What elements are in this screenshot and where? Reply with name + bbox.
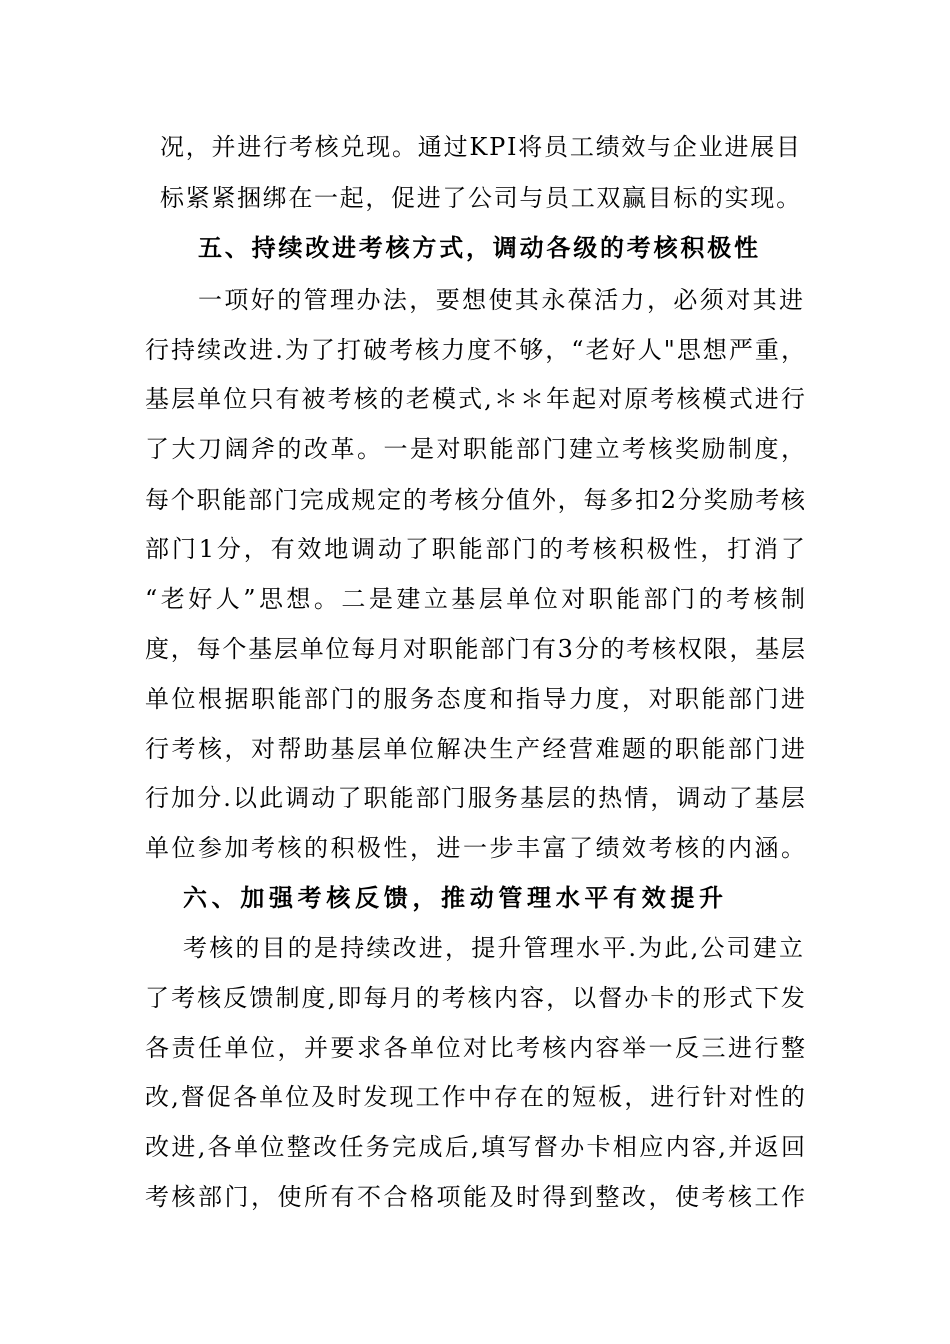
body-line-12: 行考核，对帮助基层单位解决生产经营难题的职能部门进 bbox=[145, 735, 808, 763]
body-line-2: 标紧紧捆绑在一起，促进了公司与员工双赢目标的实现。 bbox=[160, 184, 802, 212]
body-line-1: 况，并进行考核兑现。通过KPI将员工绩效与企业进展目 bbox=[160, 133, 802, 161]
body-line-3: 一项好的管理办法，要想使其永葆活力，必须对其进 bbox=[198, 286, 806, 314]
section-heading-5: 五、持续改进考核方式，调动各级的考核积极性 bbox=[198, 233, 761, 262]
body-line-8: 部门1分，有效地调动了职能部门的考核积极性，打消了 bbox=[145, 535, 808, 563]
body-line-9: “老好人”思想。二是建立基层单位对职能部门的考核制 bbox=[145, 585, 809, 613]
body-line-7: 每个职能部门完成规定的考核分值外，每多扣2分奖励考核 bbox=[145, 486, 807, 514]
body-line-4: 行持续改进.为了打破考核力度不够，“老好人"思想严重， bbox=[145, 336, 808, 364]
body-line-13: 行加分.以此调动了职能部门服务基层的热情，调动了基层 bbox=[145, 784, 807, 812]
body-line-5: 基层单位只有被考核的老模式,＊＊年起对原考核模式进行 bbox=[145, 385, 807, 413]
body-line-11: 单位根据职能部门的服务态度和指导力度，对职能部门进 bbox=[145, 685, 808, 713]
body-line-14: 单位参加考核的积极性，进一步丰富了绩效考核的内涵。 bbox=[145, 834, 808, 862]
body-line-6: 了大刀阔斧的改革。一是对职能部门建立考核奖励制度， bbox=[145, 435, 808, 463]
body-line-15: 考核的目的是持续改进，提升管理水平.为此,公司建立 bbox=[183, 934, 806, 962]
body-line-19: 改进,各单位整改任务完成后,填写督办卡相应内容,并返回 bbox=[145, 1133, 808, 1161]
body-line-20: 考核部门，使所有不合格项能及时得到整改，使考核工作 bbox=[145, 1183, 808, 1211]
body-line-18: 改,督促各单位及时发现工作中存在的短板，进行针对性的 bbox=[145, 1083, 807, 1111]
body-line-16: 了考核反馈制度,即每月的考核内容，以督办卡的形式下发 bbox=[145, 984, 807, 1012]
body-line-17: 各责任单位，并要求各单位对比考核内容举一反三进行整 bbox=[145, 1034, 808, 1062]
section-heading-6: 六、加强考核反馈，推动管理水平有效提升 bbox=[183, 883, 728, 912]
body-line-10: 度，每个基层单位每月对职能部门有3分的考核权限，基层 bbox=[145, 635, 807, 663]
